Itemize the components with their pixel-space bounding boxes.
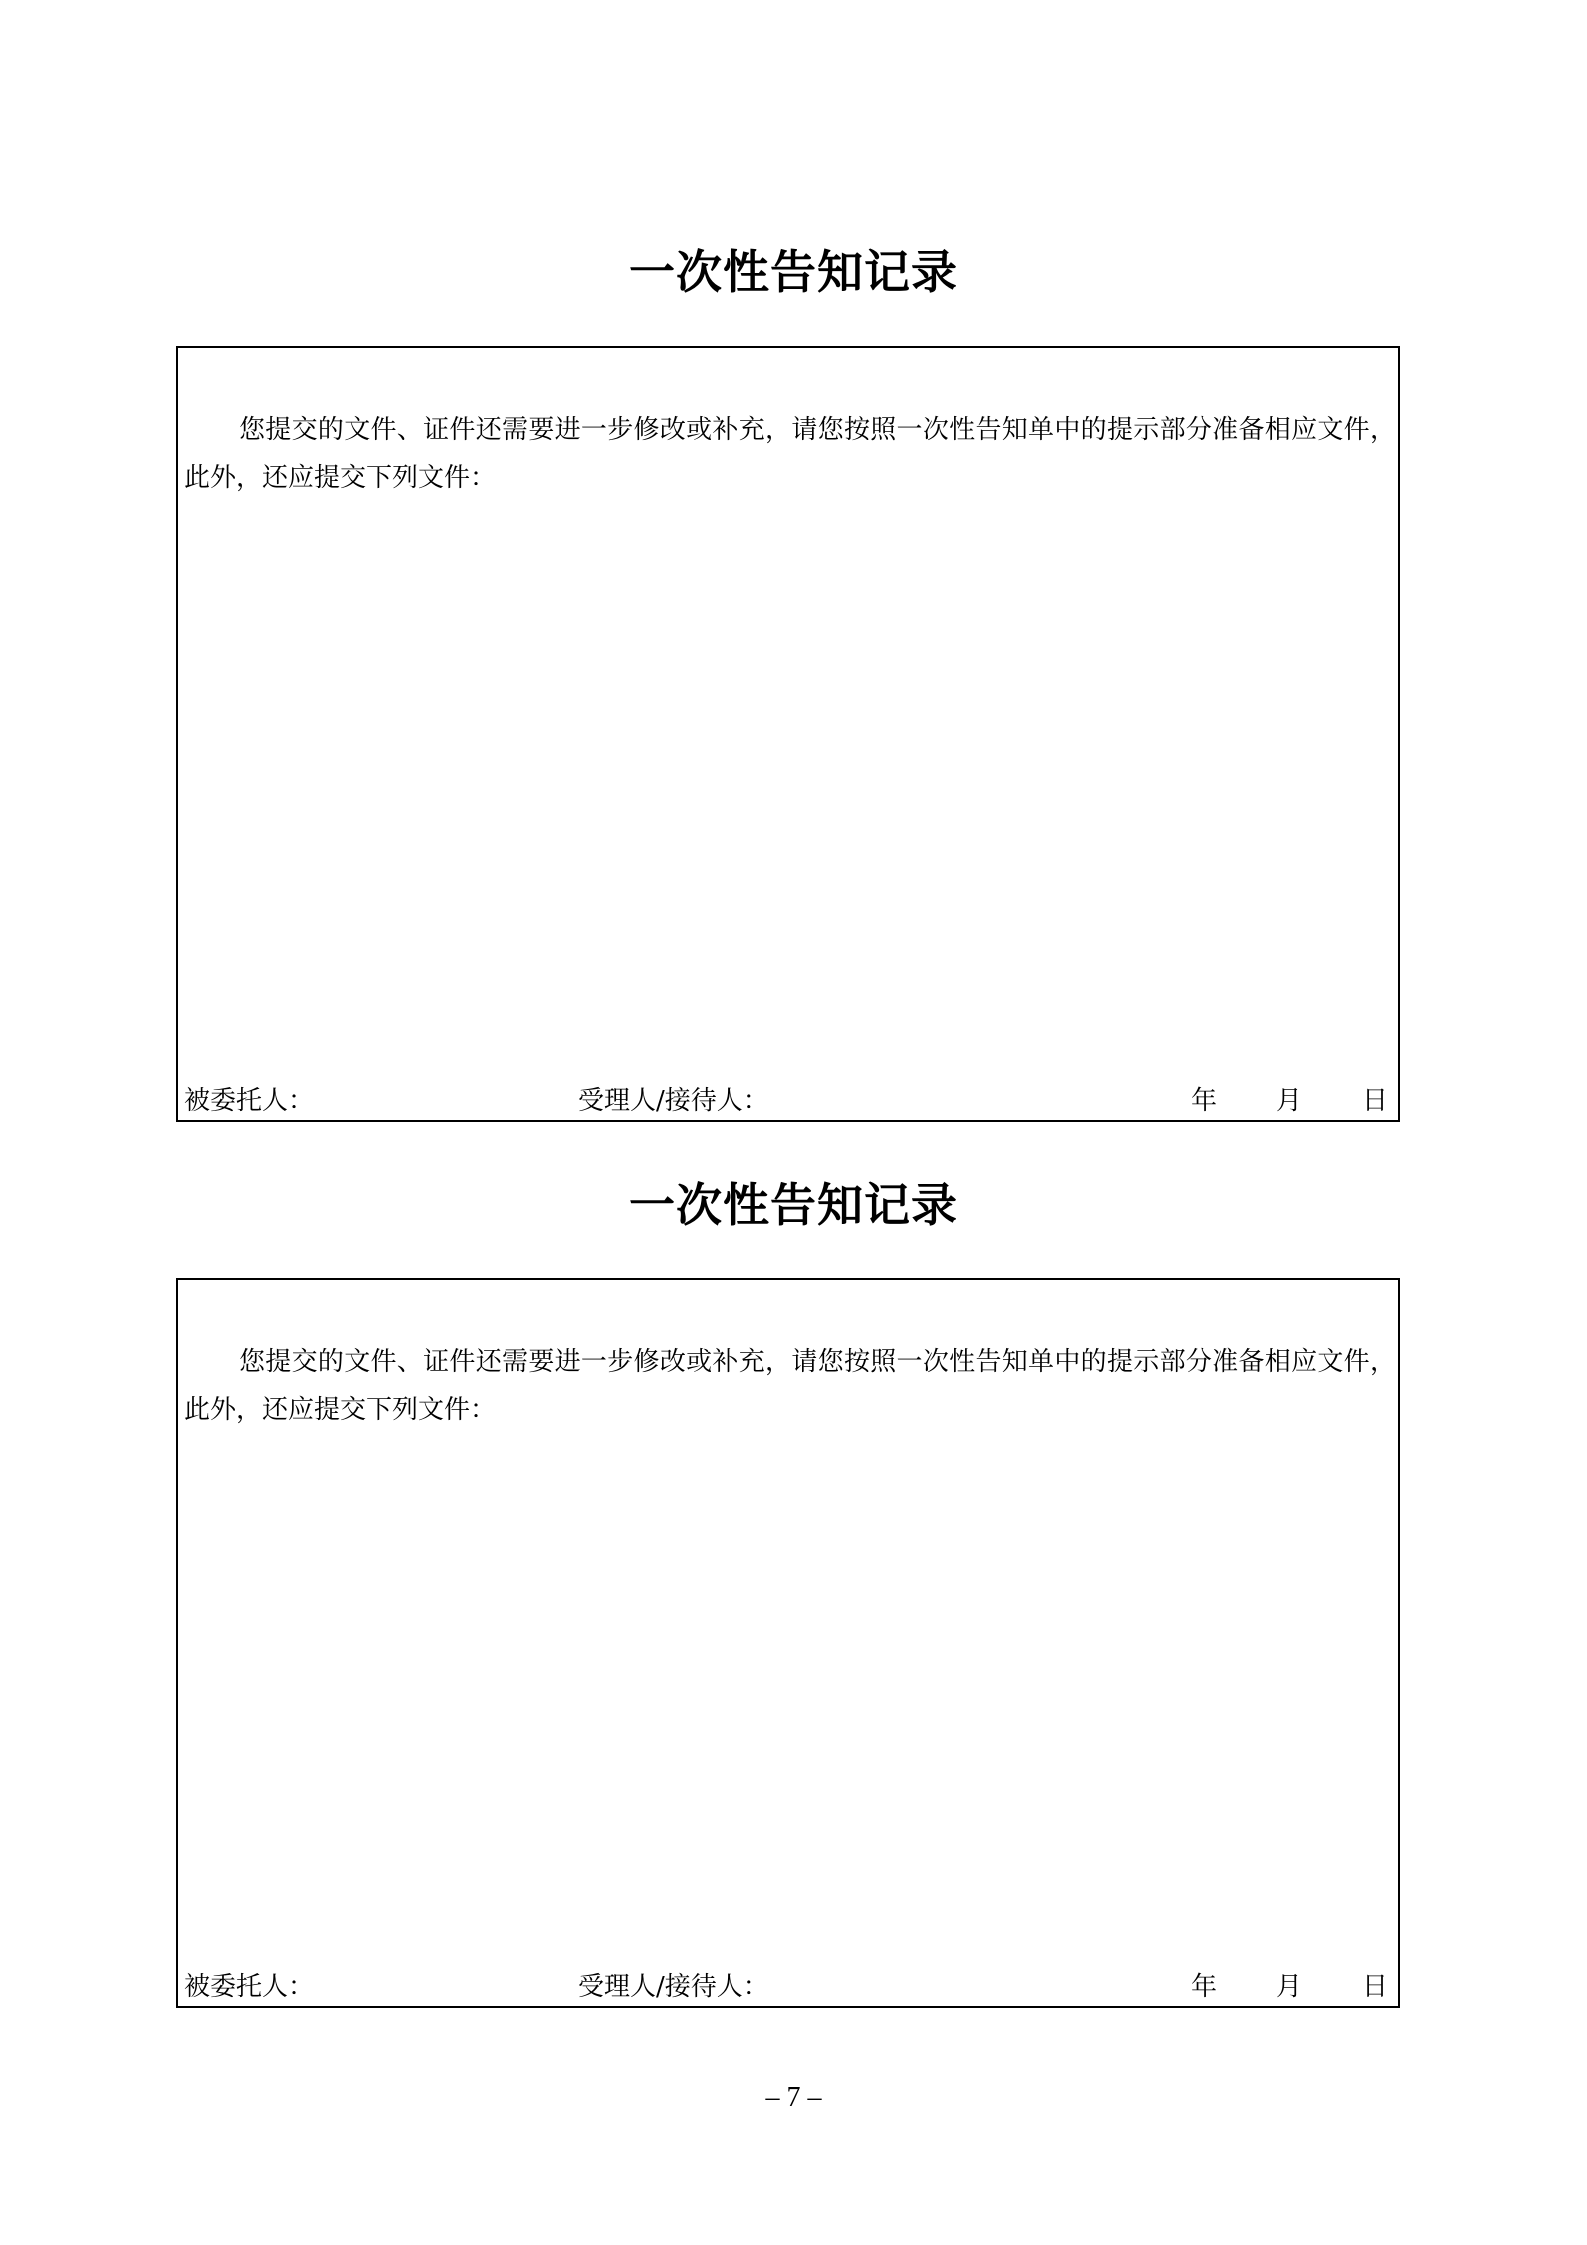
form-title: 一次性告知记录 (629, 1178, 958, 1232)
page-number: – 7 – (765, 2082, 822, 2113)
notice-text: 您提交的文件、证件还需要进一步修改或补充，请您按照一次性告知单中的提示部分准备相应文件，此外，还应提交下列文件： (184, 415, 1396, 493)
client-signature-label: 被委托人： (184, 1086, 315, 1116)
receiver-signature-label: 受理人/接待人： (578, 1086, 769, 1116)
form-title: 一次性告知记录 (629, 245, 958, 299)
receiver-signature-label: 受理人/接待人： (578, 1972, 769, 2002)
date-day-label: 日 (1362, 1086, 1389, 1116)
date-month-label: 月 (1276, 1086, 1303, 1116)
date-day-label: 日 (1362, 1972, 1389, 2002)
date-month-label: 月 (1276, 1972, 1303, 2002)
notice-text: 您提交的文件、证件还需要进一步修改或补充，请您按照一次性告知单中的提示部分准备相应文件，此外，还应提交下列文件： (184, 1347, 1396, 1425)
notice-record-form (176, 346, 1400, 1122)
client-signature-label: 被委托人： (184, 1972, 315, 2002)
date-year-label: 年 (1191, 1972, 1218, 2002)
notice-record-form (176, 1278, 1400, 2008)
date-year-label: 年 (1191, 1086, 1218, 1116)
